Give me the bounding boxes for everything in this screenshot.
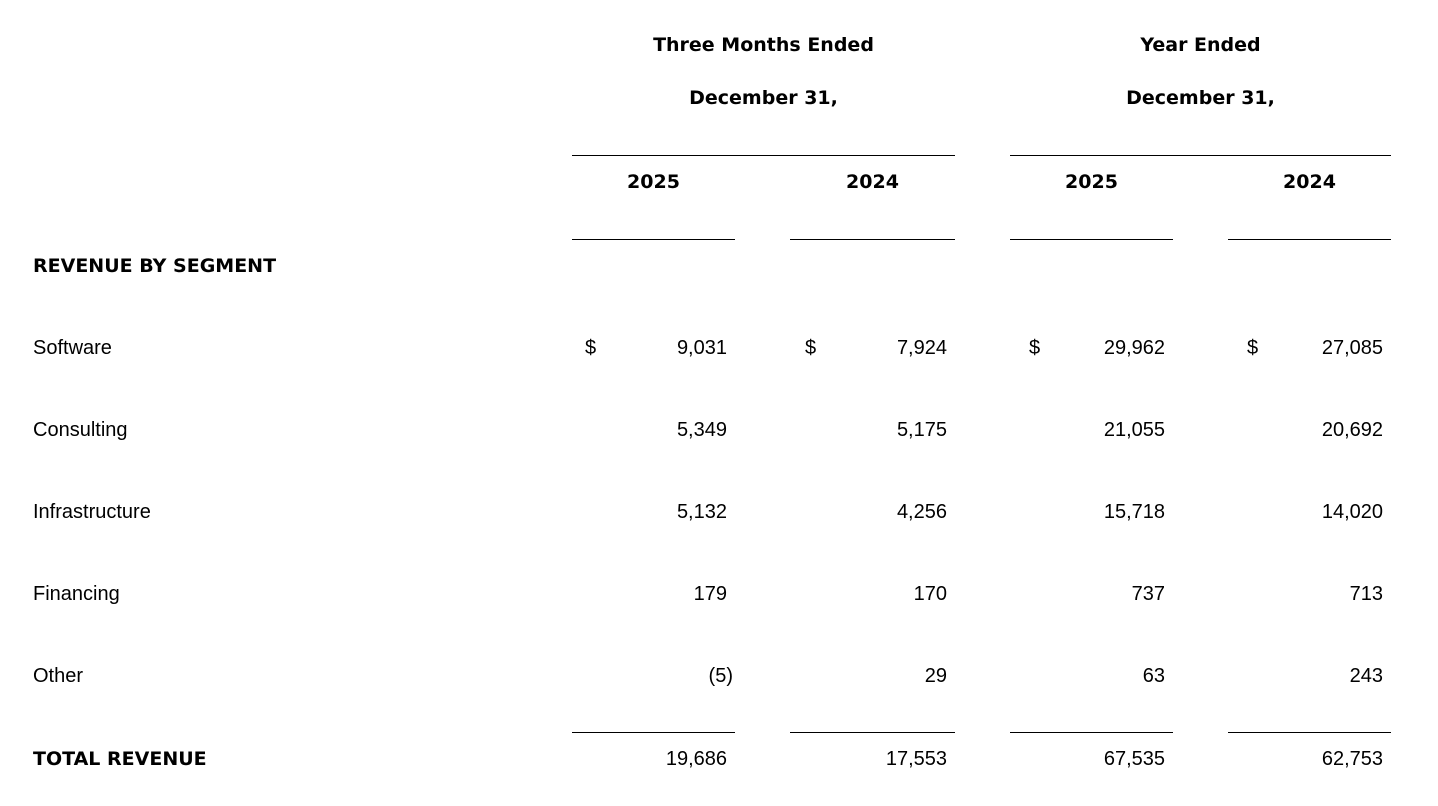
year-ended-date: December 31, (1126, 87, 1275, 109)
total-revenue-label: TOTAL REVENUE (33, 748, 207, 770)
year-header-fy-2024: 2024 (1283, 171, 1336, 193)
cell-value: 4,256 (896, 501, 947, 523)
column-rule (1010, 239, 1173, 240)
row-label-other: Other (33, 665, 84, 687)
year-header-q-2025: 2025 (627, 171, 680, 193)
cell-value: 5,132 (676, 501, 727, 523)
year-ended-header: Year Ended (1140, 34, 1261, 56)
year-header-fy-2025: 2025 (1065, 171, 1118, 193)
three-months-date: December 31, (689, 87, 838, 109)
cell-value-negative: (5) (708, 665, 733, 687)
total-value: 19,686 (665, 748, 727, 770)
cell-value: 15,718 (1103, 501, 1165, 523)
row-label-financing: Financing (33, 583, 120, 605)
cell-value: 7,924 (896, 337, 947, 359)
cell-value: 29,962 (1103, 337, 1165, 359)
total-value: 62,753 (1321, 748, 1383, 770)
currency-symbol: $ (805, 337, 817, 359)
total-rule (572, 732, 735, 733)
cell-value: 27,085 (1321, 337, 1383, 359)
currency-symbol: $ (1029, 337, 1041, 359)
cell-value: 243 (1349, 665, 1383, 687)
total-rule (790, 732, 955, 733)
three-months-rule (572, 155, 955, 156)
cell-value: 63 (1142, 665, 1165, 687)
row-label-infrastructure: Infrastructure (33, 501, 151, 523)
currency-symbol: $ (1247, 337, 1259, 359)
three-months-header: Three Months Ended (653, 34, 874, 56)
column-rule (790, 239, 955, 240)
section-title: REVENUE BY SEGMENT (33, 255, 277, 277)
cell-value: 14,020 (1321, 501, 1383, 523)
total-rule (1010, 732, 1173, 733)
row-label-consulting: Consulting (33, 419, 128, 441)
total-value: 67,535 (1103, 748, 1165, 770)
column-rule (1228, 239, 1391, 240)
year-ended-rule (1010, 155, 1391, 156)
cell-value: 170 (913, 583, 947, 605)
currency-symbol: $ (585, 337, 597, 359)
row-label-software: Software (33, 337, 112, 359)
cell-value: 737 (1131, 583, 1165, 605)
cell-value: 5,175 (896, 419, 947, 441)
cell-value: 29 (924, 665, 947, 687)
cell-value: 5,349 (676, 419, 727, 441)
cell-value: 179 (693, 583, 727, 605)
total-value: 17,553 (885, 748, 947, 770)
cell-value: 713 (1349, 583, 1383, 605)
cell-value: 20,692 (1321, 419, 1383, 441)
total-rule (1228, 732, 1391, 733)
column-rule (572, 239, 735, 240)
cell-value: 9,031 (676, 337, 727, 359)
cell-value: 21,055 (1103, 419, 1165, 441)
year-header-q-2024: 2024 (846, 171, 899, 193)
